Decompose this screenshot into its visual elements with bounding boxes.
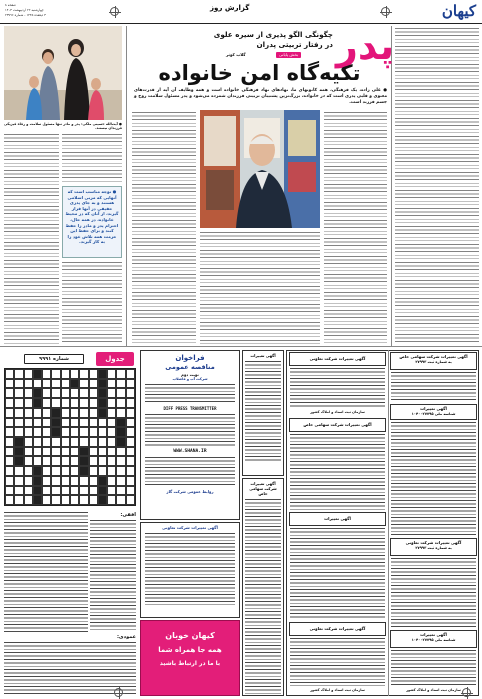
notice-text [391, 558, 476, 628]
crossword-cell [89, 379, 98, 389]
crossword-cell [116, 408, 125, 418]
crossword-cell [61, 456, 70, 466]
crossword-cell [116, 456, 125, 466]
crossword-cell [126, 427, 135, 437]
crossword-cell [107, 388, 116, 398]
crossword-cell [126, 369, 135, 379]
tender-subheading: مناقصه عمومی [165, 363, 215, 371]
notice-footer: سازمان ثبت اسناد و املاک کشور [310, 688, 365, 692]
crossword-cell [51, 476, 60, 486]
crossword-cell [24, 379, 33, 389]
masthead [0, 0, 482, 24]
crossword-cell [14, 495, 23, 505]
crossword-cell [14, 476, 23, 486]
crossword-cell [51, 456, 60, 466]
crossword-cell [79, 466, 88, 476]
crossword-cell [107, 486, 116, 496]
crossword-cell [51, 495, 60, 505]
crossword-cell [107, 408, 116, 418]
crossword-cell [70, 369, 79, 379]
crossword-cell [89, 476, 98, 486]
column-divider [391, 26, 392, 346]
notice-box [289, 512, 386, 526]
registration-mark-icon [114, 688, 123, 697]
notice-text [245, 361, 281, 461]
crossword-cell [51, 466, 60, 476]
crossword-cell [5, 408, 14, 418]
crossword-cell [51, 447, 60, 457]
crossword-cell [24, 418, 33, 428]
notice-heading: آگهی تغییرات شرکت سهامی خاص [303, 422, 372, 427]
crossword-cell [61, 437, 70, 447]
crossword-cell [51, 408, 60, 418]
crossword-cell [14, 379, 23, 389]
crossword-cell [126, 388, 135, 398]
notice-footer: سازمان ثبت اسناد و املاک کشور [310, 410, 365, 414]
crossword-cell [98, 495, 107, 505]
crossword-cell [89, 447, 98, 457]
crossword-cell [79, 369, 88, 379]
tender-round: نوبت دوم [181, 372, 199, 377]
crossword-badge-label: جدول [105, 355, 125, 363]
notice-footer: سازمان ثبت اسناد و املاک کشور [406, 688, 461, 692]
crossword-cell [126, 495, 135, 505]
crossword-cell [5, 476, 14, 486]
crossword-cell [42, 418, 51, 428]
crossword-cell [61, 466, 70, 476]
crossword-cell [89, 418, 98, 428]
crossword-cell [61, 447, 70, 457]
promo-line: با ما در ارتباط باشید [159, 660, 221, 667]
crossword-cell [79, 418, 88, 428]
crossword-cell [14, 447, 23, 457]
notice-box [289, 418, 386, 432]
crossword-cell [33, 388, 42, 398]
crossword-cell [116, 427, 125, 437]
crossword-cell [107, 427, 116, 437]
crossword-cell [98, 369, 107, 379]
crossword-cell [98, 408, 107, 418]
crossword-cell [42, 456, 51, 466]
notice-box [390, 538, 477, 556]
pullquote: ● توجه مناسب است که آنهایی که مربی اسلامی هستند و به جای پدری حقیقی در آنها قرار گیرند، از آنان که در محیط خانواده، در همه حال، احترام پدر و مادر را حفظ کنند و برای حفظ این حرمت همه تلاش خود را به کار گیرند. [65, 189, 119, 245]
crossword-cell [116, 476, 125, 486]
crossword-cell [14, 466, 23, 476]
crossword-cell [42, 427, 51, 437]
article-body-text [132, 112, 196, 344]
crossword-cell [70, 476, 79, 486]
crossword-cell [24, 427, 33, 437]
crossword-cell [126, 437, 135, 447]
notice-box [140, 522, 240, 618]
crossword-cell [79, 398, 88, 408]
crossword-cell [5, 379, 14, 389]
crossword-cell [98, 437, 107, 447]
crossword-cell [98, 466, 107, 476]
notice-heading: آگهی تغییرات شرکت سهامی خاص [399, 354, 468, 359]
crossword-cell [89, 437, 98, 447]
crossword-cell [89, 495, 98, 505]
crossword-cell [116, 398, 125, 408]
newspaper-logo: کیهان [441, 2, 476, 20]
crossword-cell [5, 456, 14, 466]
article-subhead: در رفتار تربیتی پدران [256, 40, 333, 49]
article-body-text [200, 232, 320, 344]
notice-heading: آگهی تغییرات شرکت سهامی خاص [249, 481, 277, 496]
crossword-cell [33, 466, 42, 476]
crossword-cell [98, 456, 107, 466]
notice-box [390, 630, 477, 648]
crossword-cell [42, 495, 51, 505]
crossword-cell [51, 437, 60, 447]
crossword-cell [70, 398, 79, 408]
pullquote-box [62, 186, 122, 258]
page-number: صفحه ۸ [5, 3, 16, 7]
notice-box [289, 622, 386, 636]
crossword-cell [14, 418, 23, 428]
crossword-cell [24, 476, 33, 486]
crossword-cell [98, 418, 107, 428]
crossword-cell [70, 466, 79, 476]
crossword-cell [61, 427, 70, 437]
crossword-cell [14, 388, 23, 398]
crossword-cell [107, 369, 116, 379]
crossword-cell [61, 408, 70, 418]
notice-number: به شماره ثبت ۲۷۹۹۳ [415, 359, 452, 364]
tender-heading: فراخوان [175, 354, 205, 362]
crossword-cell [51, 369, 60, 379]
notice-heading: آگهی تغییرات شرکت تعاونی [405, 540, 462, 545]
crossword-cell [33, 486, 42, 496]
crossword-cell [89, 486, 98, 496]
crossword-cell [126, 447, 135, 457]
crossword-cell [116, 437, 125, 447]
crossword-cell [79, 437, 88, 447]
crossword-cell [107, 437, 116, 447]
crossword-cell [51, 418, 60, 428]
crossword-cell [116, 388, 125, 398]
down-clues-title: عمودی: [116, 634, 136, 640]
crossword-cell [42, 437, 51, 447]
crossword-cell [42, 398, 51, 408]
article-subhead: چگونگی الگو پذیری از سیره علوی [213, 30, 333, 39]
crossword-cell [126, 476, 135, 486]
issue-line: ۳ ذیقعده ۱۴۴۵ - شماره ۲۳۷۹۶ [5, 13, 46, 17]
crossword-cell [24, 466, 33, 476]
notice-heading: آگهی تغییرات [420, 632, 447, 637]
crossword-cell [126, 486, 135, 496]
crossword-cell [79, 495, 88, 505]
crossword-cell [116, 486, 125, 496]
page-title: گزارش روز [210, 4, 250, 12]
crossword-cell [24, 456, 33, 466]
crossword-cell [42, 408, 51, 418]
crossword-cell [116, 379, 125, 389]
crossword-cell [14, 408, 23, 418]
crossword-cell [24, 486, 33, 496]
crossword-cell [126, 456, 135, 466]
crossword-cell [61, 476, 70, 486]
column-divider [126, 26, 127, 346]
crossword-cell [107, 398, 116, 408]
issue-meta [5, 3, 85, 18]
family-photo [4, 26, 122, 120]
crossword-cell [70, 408, 79, 418]
crossword-cell [14, 427, 23, 437]
crossword-cell [5, 369, 14, 379]
crossword-cell [126, 398, 135, 408]
notice-number: به شماره ثبت ۲۷۹۹۳ [415, 545, 452, 550]
crossword-cell [61, 398, 70, 408]
crossword-number [24, 354, 84, 364]
notice-box [390, 404, 477, 420]
crossword-cell [89, 369, 98, 379]
crossword-cell [116, 495, 125, 505]
article-continuation-text [395, 28, 479, 344]
crossword-cell [24, 495, 33, 505]
crossword-cell [98, 427, 107, 437]
notice-number: شناسه ملی ۱۰۴۰۰۲۷۷۹۵ [411, 411, 456, 416]
notice-text [391, 422, 476, 536]
crossword-cell [5, 398, 14, 408]
crossword-cell [24, 447, 33, 457]
crossword-cell [33, 427, 42, 437]
notice-text [145, 533, 235, 605]
article-lead: ● علی زاده، یک فرهنگی، همه کانونهای ما، نهادهای نهاد فرهنگی خانواده است و همه وظایف آن آیه از قدرت‌های معنوی و قلبی پدری است که در خانواده، بزرگ‌ترین پشتیبان تربیتی فرزندان شمرده می‌شود و پدر مسئول سلامت روح و جسم فرزند است. [134, 88, 387, 105]
crossword-cell [51, 379, 60, 389]
headline: تکیه‌گاه امن خانواده [158, 61, 361, 85]
crossword-cell [98, 447, 107, 457]
crossword-cell [33, 437, 42, 447]
notice-box [242, 350, 284, 476]
crossword-cell [79, 388, 88, 398]
crossword-cell [24, 408, 33, 418]
crossword-cell [107, 466, 116, 476]
crossword-cell [61, 418, 70, 428]
crossword-number-label: شماره ۹۹۹۱ [39, 356, 69, 362]
crossword-clues [4, 512, 88, 632]
article-kicker: پدر [336, 24, 395, 68]
crossword-cell [98, 486, 107, 496]
crossword-cell [51, 486, 60, 496]
crossword-cell [107, 456, 116, 466]
notice-heading: آگهی تغییرات [324, 516, 351, 521]
notice-text [290, 528, 385, 620]
crossword-cell [89, 456, 98, 466]
crossword-cell [5, 486, 14, 496]
tender-text [145, 384, 235, 404]
crossword-cell [42, 379, 51, 389]
crossword-cell [33, 476, 42, 486]
crossword-cell [79, 379, 88, 389]
crossword-cell [5, 388, 14, 398]
crossword-cell [61, 388, 70, 398]
article-body-text [324, 112, 387, 344]
crossword-cell [5, 427, 14, 437]
crossword-grid [4, 368, 136, 506]
crossword-cell [79, 408, 88, 418]
crossword-cell [107, 418, 116, 428]
notice-heading: آگهی تغییرات شرکت تعاونی [162, 525, 218, 530]
crossword-cell [61, 486, 70, 496]
crossword-cell [126, 379, 135, 389]
notice-heading: آگهی تغییرات شرکت تعاونی [309, 626, 366, 631]
date-line: چهارشنبه ۲۲ اردیبهشت ۱۴۰۳ [5, 8, 44, 12]
elderly-man-photo [200, 110, 320, 228]
notice-box [390, 352, 477, 370]
tender-ad [140, 350, 240, 520]
crossword-cell [107, 379, 116, 389]
registration-mark-icon [381, 7, 390, 16]
article-photo [200, 110, 320, 228]
column-divider [388, 350, 389, 696]
crossword-cell [42, 476, 51, 486]
crossword-cell [89, 388, 98, 398]
tender-website: WWW.SHANA.IR [173, 448, 207, 454]
crossword-cell [107, 476, 116, 486]
notice-text [290, 434, 385, 510]
crossword-cell [14, 456, 23, 466]
crossword-cell [33, 418, 42, 428]
crossword-cell [89, 408, 98, 418]
crossword-cell [61, 379, 70, 389]
crossword-cell [24, 398, 33, 408]
sidebar-text [62, 262, 122, 344]
crossword-cell [42, 369, 51, 379]
tender-line: شرکت آب و فاضلاب [172, 377, 208, 381]
crossword-cell [70, 437, 79, 447]
crossword-cell [5, 437, 14, 447]
author-byline: گلاب کوثر [226, 52, 246, 57]
notice-text [391, 650, 476, 686]
crossword-cell [89, 427, 98, 437]
crossword-clues [90, 520, 136, 632]
crossword-cell [14, 398, 23, 408]
family-photo-image [4, 26, 122, 120]
notice-heading: آگهی تغییرات [250, 353, 276, 358]
crossword-cell [116, 447, 125, 457]
crossword-cell [24, 388, 33, 398]
crossword-cell [24, 369, 33, 379]
notice-text [290, 368, 385, 408]
crossword-cell [51, 388, 60, 398]
crossword-cell [89, 466, 98, 476]
crossword-cell [70, 447, 79, 457]
crossword-cell [5, 495, 14, 505]
crossword-cell [107, 495, 116, 505]
crossword-cell [61, 495, 70, 505]
across-clues-title: افقی: [120, 512, 136, 518]
crossword-cell [42, 447, 51, 457]
sidebar-text [62, 134, 122, 182]
crossword-cell [70, 379, 79, 389]
crossword-cell [70, 486, 79, 496]
tender-equipment: DIFF PRESS TRANSMITTER [163, 406, 217, 411]
crossword-cell [116, 466, 125, 476]
promo-line: کیهان خوبان [165, 631, 215, 640]
crossword-cell [33, 398, 42, 408]
crossword-cell [42, 466, 51, 476]
crossword-cell [14, 437, 23, 447]
part-tag: بخش پایانی [276, 52, 301, 58]
crossword-cell [89, 398, 98, 408]
crossword-cell [42, 388, 51, 398]
crossword-cell [98, 388, 107, 398]
tender-text [145, 457, 235, 487]
sidebar-text [4, 134, 59, 344]
crossword-cell [70, 495, 79, 505]
crossword-cell [33, 495, 42, 505]
notice-text [391, 372, 476, 402]
crossword-badge [96, 352, 134, 366]
crossword-cell [33, 408, 42, 418]
crossword-cell [33, 369, 42, 379]
crossword-cell [14, 486, 23, 496]
crossword-cell [33, 447, 42, 457]
crossword-cell [79, 486, 88, 496]
notice-heading: آگهی تغییرات [420, 406, 447, 411]
crossword-cell [33, 456, 42, 466]
crossword-cell [79, 447, 88, 457]
crossword-cell [5, 466, 14, 476]
crossword-cell [79, 427, 88, 437]
crossword-cell [70, 388, 79, 398]
notice-box [242, 478, 284, 696]
crossword-cell [126, 408, 135, 418]
crossword-cell [70, 456, 79, 466]
crossword-cell [79, 456, 88, 466]
crossword-cell [107, 447, 116, 457]
crossword-cell [98, 476, 107, 486]
crossword-cell [126, 466, 135, 476]
crossword-cell [116, 418, 125, 428]
registration-mark-icon [110, 7, 119, 16]
tender-text [145, 414, 235, 446]
crossword-cell [5, 447, 14, 457]
notice-number: شناسه ملی ۱۰۴۰۰۲۷۷۹۵ [411, 637, 456, 642]
crossword-cell [33, 379, 42, 389]
crossword-cell [116, 369, 125, 379]
crossword-cell [42, 486, 51, 496]
crossword-cell [61, 369, 70, 379]
registration-mark-icon [462, 688, 471, 697]
crossword-cell [70, 427, 79, 437]
crossword-cell [51, 398, 60, 408]
photo-caption: ● آیت‌الله حسینی ملکی: پدر و مادر تنها مسئول سلامت و رفاه فیزیکی فرزندان نیستند. [4, 122, 122, 131]
notice-text [245, 499, 281, 695]
notice-text [290, 638, 385, 686]
section-divider [0, 346, 482, 347]
crossword-cell [98, 398, 107, 408]
promo-box [140, 620, 240, 696]
tender-footer: روابط عمومی شرکت گاز [166, 488, 214, 494]
crossword-cell [126, 418, 135, 428]
crossword-cell [70, 418, 79, 428]
crossword-cell [5, 418, 14, 428]
crossword-cell [79, 476, 88, 486]
crossword-cell [98, 379, 107, 389]
crossword-cell [24, 437, 33, 447]
notice-box [289, 352, 386, 366]
crossword-cell [51, 427, 60, 437]
notice-heading: آگهی تغییرات شرکت تعاونی [309, 356, 366, 361]
crossword-cell [14, 369, 23, 379]
promo-line: همه جا همراه شما [158, 646, 222, 654]
